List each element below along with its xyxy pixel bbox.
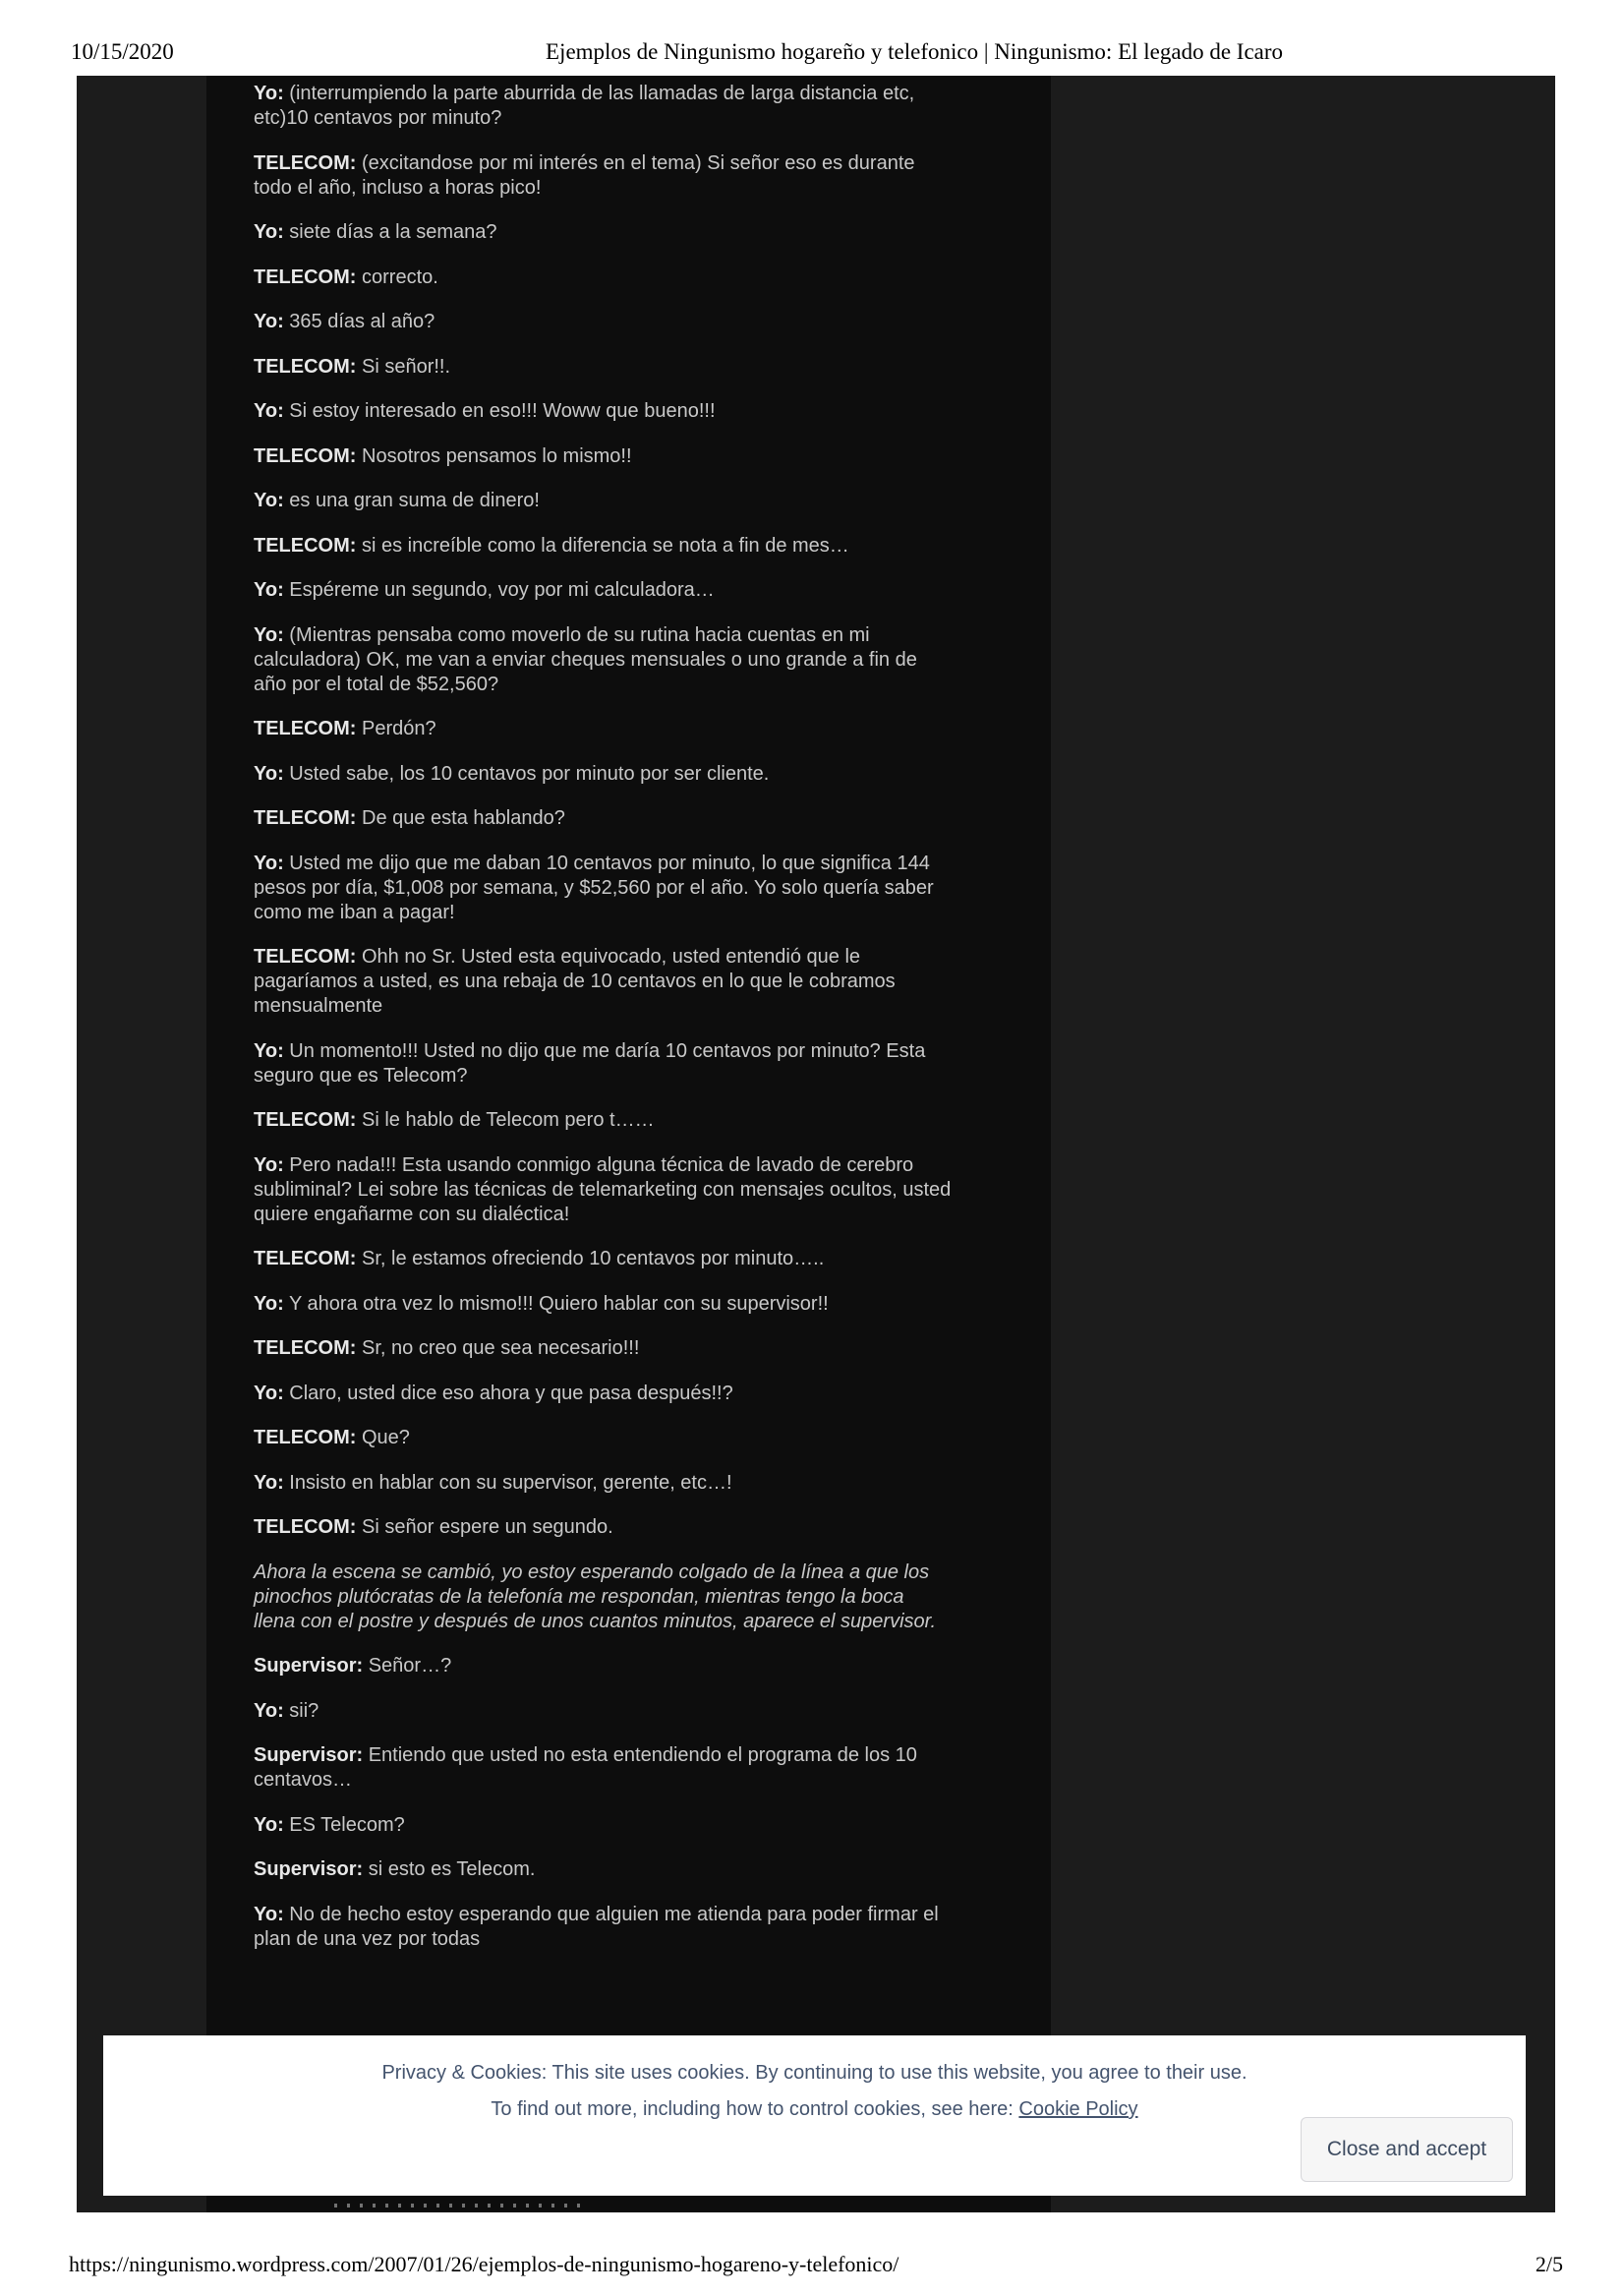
speaker-label: Yo:: [254, 1292, 284, 1315]
chat-paragraph: Yo: No de hecho estoy esperando que alguien me atienda para poder firmar el plan de una vez por todas: [254, 1903, 939, 1950]
chat-paragraph: Yo: Usted sabe, los 10 centavos por minuto por ser cliente.: [254, 762, 770, 785]
chat-paragraph: Yo: Usted me dijo que me daban 10 centavos por minuto, lo que significa 144 pesos por día, $1,008 por semana, y $52,560 por el año. Yo solo quería saber como me iban a pagar!: [254, 852, 934, 923]
chat-paragraph: TELECOM: Si señor espere un segundo.: [254, 1516, 613, 1538]
chat-paragraph: TELECOM: correcto.: [254, 265, 438, 288]
speaker-label: Yo:: [254, 1039, 284, 1062]
chat-paragraph: TELECOM: Sr, le estamos ofreciendo 10 centavos por minuto…..: [254, 1248, 825, 1269]
speaker-label: TELECOM:: [254, 1248, 357, 1269]
speaker-label: Supervisor:: [254, 1858, 364, 1880]
speaker-label: Yo:: [254, 579, 284, 601]
chat-paragraph: TELECOM: Ohh no Sr. Usted esta equivocado, usted entendió que le pagaríamos a usted, es una rebaja de 10 centavos en lo que le cobramos mensualmente: [254, 946, 896, 1017]
print-header-date: 10/15/2020: [71, 39, 174, 64]
chat-paragraph: Yo: Pero nada!!! Esta usando conmigo alguna técnica de lavado de cerebro subliminal? Lei sobre las técnicas de telemarketing con mensajes ocultos, usted quiere engañarme con su dialéctica!: [254, 1153, 952, 1225]
chat-transcript: [206, 82, 1051, 1952]
chat-paragraph: Yo: sii?: [254, 1699, 319, 1722]
cookie-message-line2-text: To find out more, including how to control cookies, see here:: [491, 2098, 1019, 2120]
speaker-label: Yo:: [254, 311, 284, 332]
chat-paragraph: TELECOM: Si le hablo de Telecom pero t……: [254, 1109, 655, 1131]
speaker-label: Yo:: [254, 490, 284, 511]
chat-paragraph: TELECOM: Si señor!!.: [254, 355, 451, 378]
cookie-message: [103, 2035, 1526, 2128]
speaker-label: TELECOM:: [254, 946, 357, 968]
chat-paragraph: TELECOM: Perdón?: [254, 718, 436, 739]
cookie-consent-bar: [103, 2035, 1526, 2196]
speaker-label: Yo:: [254, 1382, 284, 1404]
speaker-label: TELECOM:: [254, 151, 357, 174]
speaker-label: Yo:: [254, 852, 284, 874]
speaker-label: TELECOM:: [254, 1427, 357, 1448]
chat-paragraph: TELECOM: si es increíble como la diferencia se nota a fin de mes…: [254, 534, 849, 557]
blog-background: [77, 76, 1555, 2212]
speaker-label: Yo:: [254, 623, 284, 646]
speaker-label: TELECOM:: [254, 355, 357, 378]
speaker-label: TELECOM:: [254, 1516, 357, 1538]
speaker-label: TELECOM:: [254, 1337, 357, 1359]
print-footer-url: https://ningunismo.wordpress.com/2007/01/26/ejemplos-de-ningunismo-hogareno-y-telefonico/: [69, 2252, 899, 2276]
speaker-label: Supervisor:: [254, 1655, 364, 1677]
chat-paragraph: Yo: Y ahora otra vez lo mismo!!! Quiero hablar con su supervisor!!: [254, 1292, 829, 1315]
speaker-label: Supervisor:: [254, 1744, 364, 1766]
post-column: [206, 76, 1051, 2212]
clipped-text-line: [334, 2204, 580, 2208]
speaker-label: Yo:: [254, 221, 284, 243]
chat-paragraph: Yo: ES Telecom?: [254, 1813, 405, 1836]
speaker-label: TELECOM:: [254, 1109, 357, 1131]
speaker-label: Yo:: [254, 1699, 284, 1722]
chat-paragraph: Yo: es una gran suma de dinero!: [254, 490, 540, 511]
cookie-policy-link[interactable]: Cookie Policy: [1018, 2098, 1138, 2120]
speaker-label: Yo:: [254, 762, 284, 785]
chat-paragraph: TELECOM: Nosotros pensamos lo mismo!!: [254, 444, 632, 467]
chat-paragraph: Yo: 365 días al año?: [254, 311, 435, 332]
cookie-message-line1: Privacy & Cookies: This site uses cookies. By continuing to use this website, you agree to their use.: [381, 2062, 1247, 2084]
speaker-label: Yo:: [254, 83, 284, 104]
speaker-label: TELECOM:: [254, 444, 357, 467]
chat-paragraph: TELECOM: Sr, no creo que sea necesario!!!: [254, 1337, 640, 1359]
chat-paragraph: Supervisor: si esto es Telecom.: [254, 1858, 536, 1880]
speaker-label: TELECOM:: [254, 807, 357, 829]
chat-paragraph: Yo: Un momento!!! Usted no dijo que me daría 10 centavos por minuto? Esta seguro que es Telecom?: [254, 1039, 926, 1087]
speaker-label: TELECOM:: [254, 718, 357, 739]
chat-paragraph: Yo: siete días a la semana?: [254, 221, 497, 243]
chat-paragraph: Yo: Insisto en hablar con su supervisor, gerente, etc…!: [254, 1471, 732, 1494]
speaker-label: Yo:: [254, 1813, 284, 1836]
chat-paragraph: TELECOM: Que?: [254, 1427, 410, 1448]
speaker-label: Yo:: [254, 1471, 284, 1494]
print-header-title: Ejemplos de Ningunismo hogareño y telefonico | Ningunismo: El legado de Icaro: [546, 39, 1284, 64]
chat-paragraph: Supervisor: Señor…?: [254, 1655, 452, 1677]
speaker-label: Yo:: [254, 1153, 284, 1176]
chat-paragraph: TELECOM: (excitandose por mi interés en el tema) Si señor eso es durante todo el año, incluso a horas pico!: [254, 151, 915, 199]
chat-paragraph: Yo: (interrumpiendo la parte aburrida de las llamadas de larga distancia etc, etc)10 centavos por minuto?: [254, 83, 915, 129]
chat-paragraph: Yo: Espéreme un segundo, voy por mi calculadora…: [254, 579, 715, 601]
chat-paragraph: Yo: Claro, usted dice eso ahora y que pasa después!!?: [254, 1382, 733, 1404]
chat-paragraph: Yo: Si estoy interesado en eso!!! Woww que bueno!!!: [254, 400, 716, 422]
speaker-label: TELECOM:: [254, 534, 357, 557]
speaker-label: Yo:: [254, 400, 284, 422]
speaker-label: TELECOM:: [254, 265, 357, 288]
chat-paragraph: TELECOM: De que esta hablando?: [254, 807, 565, 829]
narration-paragraph: Ahora la escena se cambió, yo estoy esperando colgado de la línea a que los pinochos plutócratas de la telefonía me respondan, mientras tengo la boca llena con el postre y después de unos cuantos minutos, aparece el supervisor.: [254, 1560, 937, 1632]
chat-paragraph: Yo: (Mientras pensaba como moverlo de su rutina hacia cuentas en mi calculadora) OK, me van a enviar cheques mensuales o uno grande a fin de año por el total de $52,560?: [254, 623, 917, 695]
chat-paragraph: Supervisor: Entiendo que usted no esta entendiendo el programa de los 10 centavos…: [254, 1744, 917, 1791]
speaker-label: Yo:: [254, 1903, 284, 1925]
print-footer-page-indicator: 2/5: [1535, 2252, 1563, 2276]
close-and-accept-button[interactable]: Close and accept: [1301, 2117, 1513, 2182]
